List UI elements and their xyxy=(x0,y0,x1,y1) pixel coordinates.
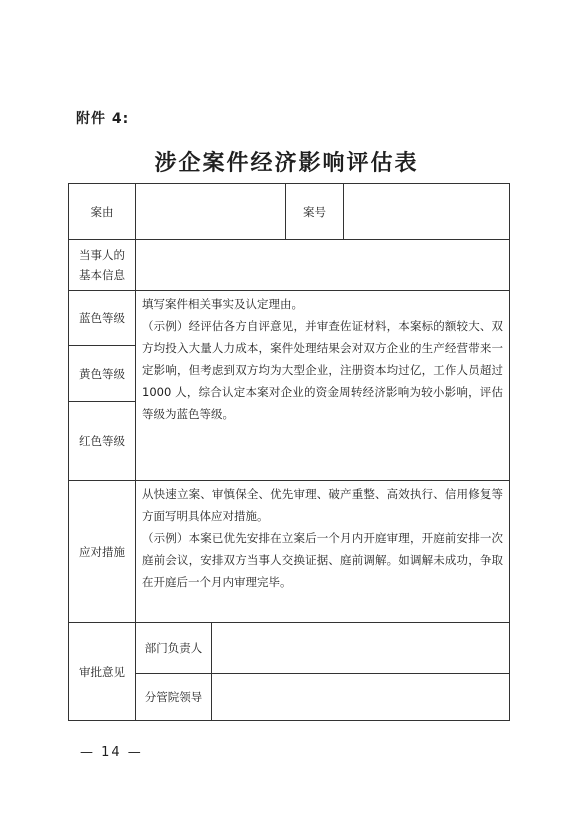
case-cause-field[interactable] xyxy=(136,184,286,240)
parties-info-label xyxy=(69,240,136,291)
dept-head-field[interactable] xyxy=(212,623,510,674)
branch-leader-label: 分管院领导 xyxy=(136,674,212,721)
case-cause-label: 案由 xyxy=(69,184,136,240)
measures-label: 应对措施 xyxy=(69,481,136,623)
page-title: 涉企案件经济影响评估表 xyxy=(154,151,419,176)
branch-leader-field[interactable] xyxy=(212,674,510,721)
blue-level-label: 蓝色等级 xyxy=(69,291,136,346)
dept-head-label: 部门负责人 xyxy=(136,623,212,674)
case-number-label: 案号 xyxy=(286,184,344,240)
case-number-field[interactable] xyxy=(344,184,510,240)
page-number: — 14 — xyxy=(80,745,143,760)
assessment-form-table xyxy=(68,183,510,721)
parties-info-field[interactable] xyxy=(136,240,510,291)
yellow-level-label: 黄色等级 xyxy=(69,346,136,402)
level-assessment-cell[interactable] xyxy=(136,291,510,481)
measures-example-text: （示例）本案已优先安排在立案后一个月内开庭审理，开庭前安排一次庭前会议，安排双方当事人交换证据、庭前调解。如调解未成功，争取在开庭后一个月内审理完毕。 xyxy=(142,531,503,589)
red-level-label: 红色等级 xyxy=(69,402,136,481)
level-example-text: （示例）经评估各方自评意见，并审查佐证材料，本案标的额较大、双方均投入大量人力成本，案件处理结果会对双方企业的生产经营带来一定影响，但考虑到双方均为大型企业，注册资本均过亿，工作人员超过 1000 人，综合认定本案对企业的资金周转经济影响为较小影响，评估等级为蓝色等级。 xyxy=(142,319,503,421)
parties-info-label-line2: 基本信息 xyxy=(79,268,125,282)
attachment-label: 附件 4: xyxy=(76,111,130,127)
measures-instruction-text: 从快速立案、审慎保全、优先审理、破产重整、高效执行、信用修复等方面写明具体应对措施。 xyxy=(142,487,503,523)
level-instruction-text: 填写案件相关事实及认定理由。 xyxy=(142,297,303,311)
parties-info-label-line1: 当事人的 xyxy=(79,248,125,262)
measures-cell[interactable] xyxy=(136,481,510,623)
approval-label: 审批意见 xyxy=(69,623,136,721)
